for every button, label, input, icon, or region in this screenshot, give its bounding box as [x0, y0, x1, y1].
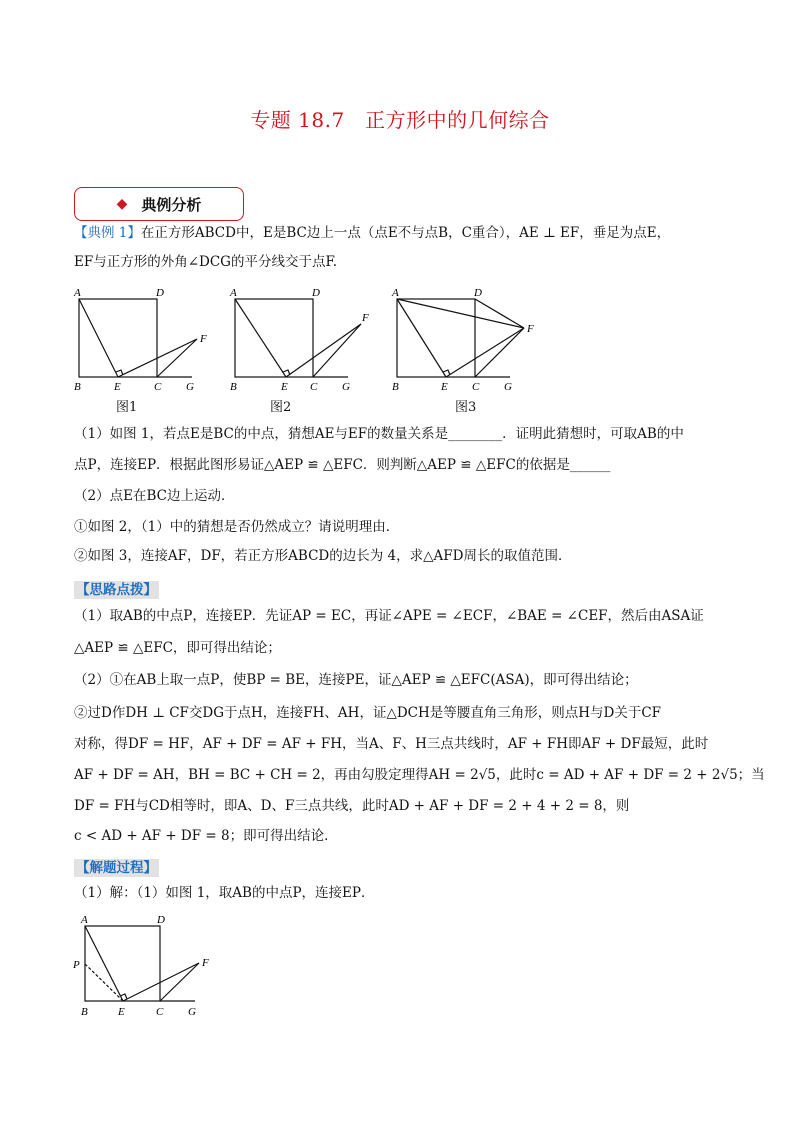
- label-A: A: [392, 287, 399, 299]
- caption-figure-3: 图3: [455, 400, 477, 415]
- label-F: F: [362, 312, 369, 324]
- page-title: 专题 18.7 正方形中的几何综合: [250, 108, 550, 132]
- example-line-1: [74, 223, 734, 243]
- solution-header: 【解题过程】: [76, 860, 157, 876]
- question-1-line-1: （1）如图 1，若点E是BC的中点，猜想AE与EF的数量关系是________．证明此猜想时，可取AB的中: [74, 426, 684, 442]
- label-C: C: [472, 381, 480, 393]
- example-line-2: EF与正方形的外角∠DCG的平分线交于点F.: [74, 254, 338, 270]
- label-D: D: [312, 287, 320, 299]
- hint-line: （2）①在AB上取一点P，使BP = BE，连接PE，证△AEP ≌ △EFC(ASA)，即可得出结论；: [74, 672, 638, 688]
- label-G: G: [342, 381, 350, 393]
- hint-header: 【思路点拨】: [76, 582, 157, 598]
- label-F: F: [200, 333, 207, 345]
- label-E: E: [118, 1006, 125, 1018]
- question-1-line-2: 点P，连接EP．根据此图形易证△AEP ≌ △EFC．则判断△AEP ≌ △EFC的依据是______: [74, 457, 611, 473]
- section-badge: [74, 187, 244, 221]
- label-C: C: [310, 381, 318, 393]
- figure-2: [228, 283, 378, 393]
- label-F: F: [202, 957, 209, 969]
- label-G: G: [188, 1006, 196, 1018]
- label-B: B: [230, 381, 237, 393]
- label-D: D: [474, 287, 482, 299]
- label-F: F: [527, 323, 534, 335]
- hint-line: 对称，得DF = HF，AF + DF = AF + FH，当A、F、H三点共线时，AF + FH即AF + DF最短，此时: [74, 736, 709, 752]
- label-A: A: [230, 287, 237, 299]
- hint-line: （1）取AB的中点P，连接EP．先证AP = EC，再证∠APE = ∠ECF，∠BAE = ∠CEF，然后由ASA证: [74, 608, 704, 624]
- label-D: D: [156, 287, 164, 299]
- caption-figure-2: 图2: [270, 400, 292, 415]
- solution-line-1: （1）解：（1）如图 1，取AB的中点P，连接EP．: [74, 885, 375, 901]
- label-E: E: [281, 381, 288, 393]
- caption-figure-1: 图1: [116, 400, 138, 415]
- label-C: C: [156, 1006, 164, 1018]
- label-E: E: [441, 381, 448, 393]
- label-A: A: [74, 287, 81, 299]
- hint-line: AF + DF = AH，BH = BC + CH = 2，再由勾股定理得AH = 2√5，此时c = AD + AF + DF = 2 + 2√5；当: [74, 767, 765, 783]
- figure-3: [390, 283, 550, 393]
- label-G: G: [186, 381, 194, 393]
- section-badge-label: 典例分析: [141, 195, 202, 214]
- label-C: C: [154, 381, 162, 393]
- label-E: E: [114, 381, 121, 393]
- label-P: P: [73, 959, 80, 971]
- label-D: D: [157, 914, 165, 926]
- label-B: B: [81, 1006, 88, 1018]
- label-G: G: [504, 381, 512, 393]
- label-B: B: [392, 381, 399, 393]
- hint-line: DF = FH与CD相等时，即A、D、F三点共线，此时AD + AF + DF = 2 + 4 + 2 = 8，则: [74, 798, 630, 814]
- label-B: B: [74, 381, 81, 393]
- label-A: A: [81, 914, 88, 926]
- hint-line: △AEP ≌ △EFC，即可得出结论；: [74, 640, 281, 656]
- solution-figure: [72, 910, 222, 1020]
- example-tag: 【典例 1】: [74, 225, 141, 241]
- question-2-part-1: ①如图 2，（1）中的猜想是否仍然成立？请说明理由．: [74, 519, 400, 535]
- question-2-part-2: ②如图 3，连接AF，DF，若正方形ABCD的边长为 4，求△AFD周长的取值范围．: [74, 548, 572, 564]
- diamond-icon: ◆: [116, 196, 128, 212]
- example-text-1: 在正方形ABCD中，E是BC边上一点（点E不与点B，C重合），AE ⊥ EF，垂足为点E，: [140, 225, 671, 241]
- question-2: （2）点E在BC边上运动．: [74, 488, 235, 504]
- figure-1: [72, 283, 222, 393]
- hint-line: c < AD + AF + DF = 8；即可得出结论．: [74, 828, 338, 844]
- hint-line: ②过D作DH ⊥ CF交DG于点H，连接FH、AH，证△DCH是等腰直角三角形，则点H与D关于CF: [74, 705, 662, 721]
